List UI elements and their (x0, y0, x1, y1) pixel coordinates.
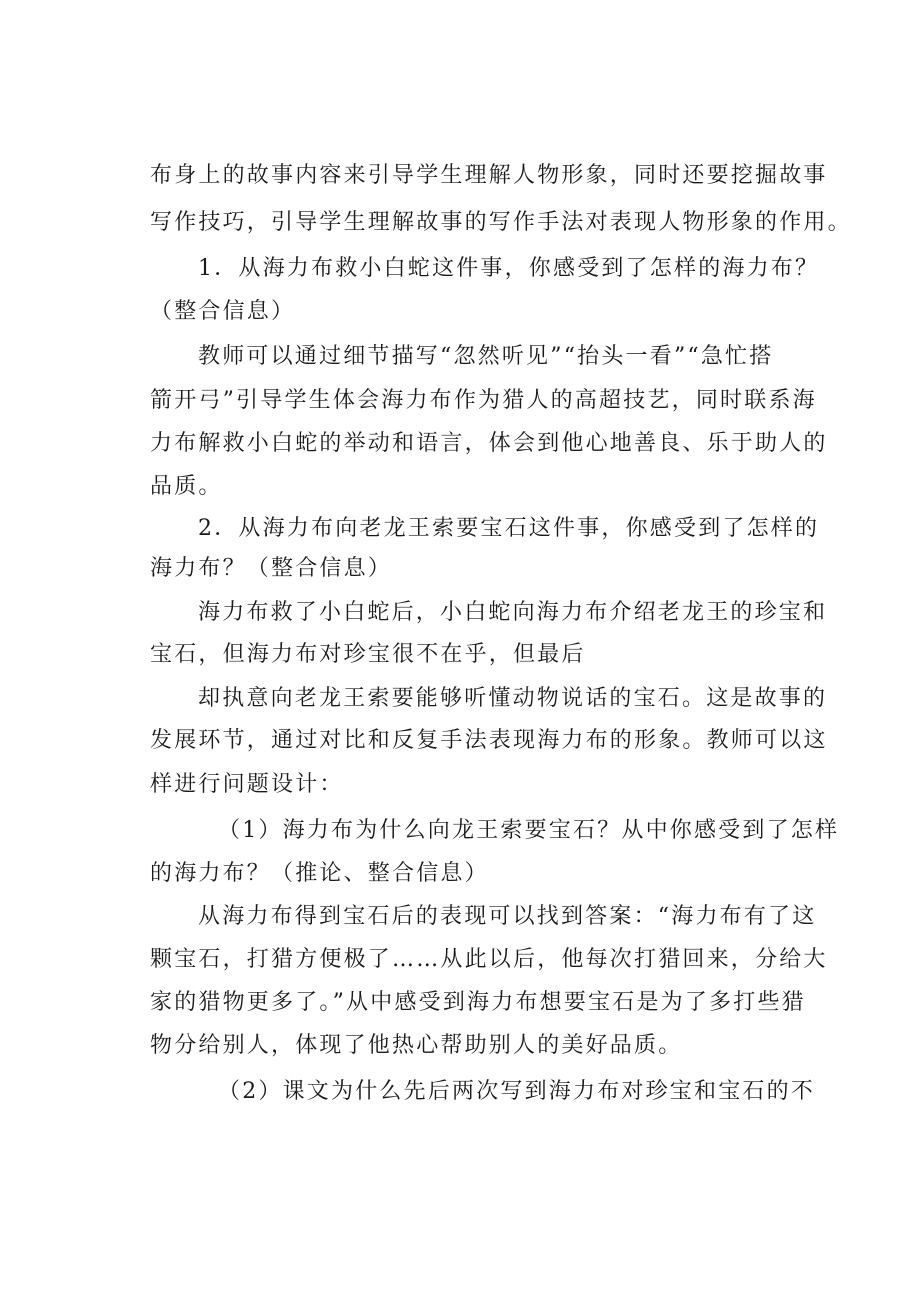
question-heading: 2．从海力布向老龙王索要宝石这件事，你感受到了怎样的 (198, 516, 820, 541)
text-line: 箭开弓”引导学生体会海力布作为猎人的高超技艺，同时联系海 (150, 388, 817, 413)
text-line: 宝石，但海力布对珍宝很不在乎，但最后 (150, 642, 586, 667)
sub-question: （2）课文为什么先后两次写到海力布对珍宝和宝石的不 (218, 1079, 815, 1104)
text-line: （整合信息） (150, 299, 296, 324)
text-line: 力布解救小白蛇的举动和语言，体会到他心地善良、乐于助人的 (150, 431, 828, 456)
text-line: 写作技巧，引导学生理解故事的写作手法对表现人物形象的作用。 (150, 210, 852, 235)
text-line: 颗宝石，打猎方便极了……从此以后，他每次打猎回来，分给大 (150, 947, 828, 972)
text-line: 的海力布？（推论、整合信息） (150, 861, 489, 886)
text-line: 样进行问题设计： (150, 772, 344, 797)
paragraph-start: 教师可以通过细节描写“忽然听见”“抬头一看”“急忙搭 (198, 344, 774, 369)
paragraph-start: 却执意向老龙王索要能够听懂动物说话的宝石。这是故事的 (198, 686, 828, 711)
text-line: 海力布？（整合信息） (150, 556, 393, 581)
text-line: 物分给别人，体现了他热心帮助别人的美好品质。 (150, 1033, 683, 1058)
paragraph-start: 海力布救了小白蛇后，小白蛇向海力布介绍老龙王的珍宝和 (198, 600, 828, 625)
text-line: 家的猎物更多了。”从中感受到海力布想要宝石是为了多打些猎 (150, 990, 806, 1015)
text-line: 布身上的故事内容来引导学生理解人物形象，同时还要挖掘故事 (150, 163, 828, 188)
text-line: 发展环节，通过对比和反复手法表现海力布的形象。教师可以这 (150, 728, 828, 753)
sub-question: （1）海力布为什么向龙王索要宝石？从中你感受到了怎样 (218, 818, 840, 843)
paragraph-start: 从海力布得到宝石后的表现可以找到答案：“海力布有了这 (198, 904, 817, 929)
question-heading: 1．从海力布救小白蛇这件事，你感受到了怎样的海力布？ (198, 256, 820, 281)
text-line: 品质。 (150, 474, 223, 499)
